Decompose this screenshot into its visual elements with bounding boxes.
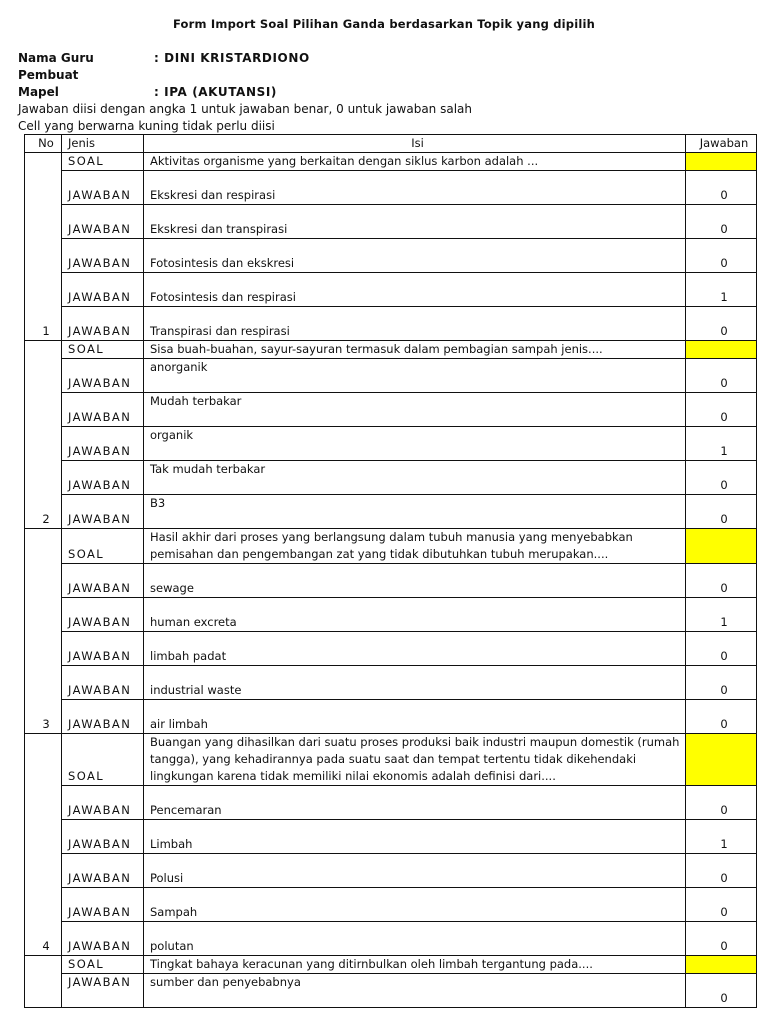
question-number: 2: [25, 341, 62, 529]
instruction-note-2: Cell yang berwarna kuning tidak perlu diisi: [18, 119, 275, 133]
answer-option-text: human excreta: [144, 598, 686, 632]
answer-option-text: Ekskresi dan respirasi: [144, 171, 686, 205]
question-table: [24, 134, 757, 1008]
answer-option-text: sumber dan penyebabnya: [144, 974, 686, 1008]
answer-option-text: Transpirasi dan respirasi: [144, 307, 686, 341]
answer-option-text: Fotosintesis dan respirasi: [144, 273, 686, 307]
question-number: 3: [25, 529, 62, 734]
type-cell-jawaban: JAWABAN: [62, 888, 144, 922]
answer-row: [25, 632, 757, 666]
question-text: Tingkat bahaya keracunan yang ditirnbulkan oleh limbah tergantung pada....: [144, 956, 686, 974]
question-row: [25, 529, 757, 564]
answer-row: [25, 598, 757, 632]
type-cell-jawaban: JAWABAN: [62, 393, 144, 427]
answer-value-cell[interactable]: 1: [686, 273, 757, 307]
answer-value-cell[interactable]: 1: [686, 598, 757, 632]
answer-key-cell-disabled: [686, 956, 757, 974]
answer-row: [25, 307, 757, 341]
answer-value-cell[interactable]: 1: [686, 820, 757, 854]
answer-row: [25, 974, 757, 1008]
answer-option-text: industrial waste: [144, 666, 686, 700]
question-number: [25, 956, 62, 1008]
instruction-note-1: Jawaban diisi dengan angka 1 untuk jawaban benar, 0 untuk jawaban salah: [18, 102, 472, 116]
answer-row: [25, 393, 757, 427]
answer-row: [25, 239, 757, 273]
answer-value-cell[interactable]: 0: [686, 171, 757, 205]
subject-label: Mapel: [18, 85, 59, 99]
subject-row: [18, 84, 472, 101]
answer-row: [25, 820, 757, 854]
answer-value-cell[interactable]: 0: [686, 393, 757, 427]
answer-option-text: Sampah: [144, 888, 686, 922]
answer-row: [25, 171, 757, 205]
answer-row: [25, 700, 757, 734]
table-header-row: [25, 135, 757, 153]
teacher-row: [18, 50, 472, 84]
type-cell-soal: SOAL: [62, 956, 144, 974]
type-cell-jawaban: JAWABAN: [62, 632, 144, 666]
answer-option-text: Fotosintesis dan ekskresi: [144, 239, 686, 273]
answer-row: [25, 273, 757, 307]
header-jenis: Jenis: [62, 135, 144, 153]
answer-value-cell[interactable]: 0: [686, 495, 757, 529]
answer-row: [25, 359, 757, 393]
teacher-value: : DINI KRISTARDIONO: [154, 51, 310, 65]
answer-row: [25, 922, 757, 956]
answer-option-text: Polusi: [144, 854, 686, 888]
type-cell-jawaban: JAWABAN: [62, 307, 144, 341]
page-title: Form Import Soal Pilihan Ganda berdasarkan Topik yang dipilih: [172, 17, 596, 31]
answer-value-cell[interactable]: 0: [686, 888, 757, 922]
answer-key-cell-disabled: [686, 734, 757, 786]
answer-value-cell[interactable]: 0: [686, 239, 757, 273]
answer-value-cell[interactable]: 0: [686, 307, 757, 341]
answer-row: [25, 888, 757, 922]
answer-value-cell[interactable]: 0: [686, 854, 757, 888]
answer-row: [25, 205, 757, 239]
type-cell-jawaban: JAWABAN: [62, 922, 144, 956]
type-cell-jawaban: JAWABAN: [62, 359, 144, 393]
answer-option-text: Pencemaran: [144, 786, 686, 820]
answer-option-text: Ekskresi dan transpirasi: [144, 205, 686, 239]
question-text: Sisa buah-buahan, sayur-sayuran termasuk dalam pembagian sampah jenis....: [144, 341, 686, 359]
answer-row: [25, 666, 757, 700]
type-cell-jawaban: JAWABAN: [62, 820, 144, 854]
question-row: [25, 956, 757, 974]
answer-row: [25, 854, 757, 888]
question-text: Hasil akhir dari proses yang berlangsung dalam tubuh manusia yang menyebabkan pemisahan dan pengembangan zat yang tidak dibutuhkan tubuh merupakan....: [144, 529, 686, 564]
answer-row: [25, 461, 757, 495]
answer-key-cell-disabled: [686, 529, 757, 564]
type-cell-jawaban: JAWABAN: [62, 427, 144, 461]
type-cell-soal: SOAL: [62, 529, 144, 564]
answer-value-cell[interactable]: 0: [686, 700, 757, 734]
type-cell-jawaban: JAWABAN: [62, 854, 144, 888]
answer-option-text: polutan: [144, 922, 686, 956]
answer-value-cell[interactable]: 0: [686, 359, 757, 393]
answer-value-cell[interactable]: 0: [686, 974, 757, 1008]
type-cell-jawaban: JAWABAN: [62, 700, 144, 734]
type-cell-jawaban: JAWABAN: [62, 205, 144, 239]
type-cell-jawaban: JAWABAN: [62, 598, 144, 632]
question-row: [25, 734, 757, 786]
answer-row: [25, 427, 757, 461]
answer-value-cell[interactable]: 0: [686, 786, 757, 820]
answer-option-text: Mudah terbakar: [144, 393, 686, 427]
type-cell-jawaban: JAWABAN: [62, 461, 144, 495]
question-text: Aktivitas organisme yang berkaitan dengan siklus karbon adalah ...: [144, 153, 686, 171]
answer-key-cell-disabled: [686, 341, 757, 359]
type-cell-jawaban: JAWABAN: [62, 666, 144, 700]
answer-row: [25, 495, 757, 529]
form-meta: [18, 50, 472, 135]
type-cell-soal: SOAL: [62, 341, 144, 359]
answer-value-cell[interactable]: 1: [686, 427, 757, 461]
answer-value-cell[interactable]: 0: [686, 666, 757, 700]
answer-option-text: air limbah: [144, 700, 686, 734]
type-cell-jawaban: JAWABAN: [62, 786, 144, 820]
answer-row: [25, 786, 757, 820]
header-jawaban: Jawaban: [686, 135, 757, 153]
answer-value-cell[interactable]: 0: [686, 632, 757, 666]
answer-value-cell[interactable]: 0: [686, 205, 757, 239]
type-cell-soal: SOAL: [62, 153, 144, 171]
type-cell-jawaban: JAWABAN: [62, 273, 144, 307]
answer-row: [25, 564, 757, 598]
answer-value-cell[interactable]: 0: [686, 564, 757, 598]
answer-option-text: Limbah: [144, 820, 686, 854]
question-number: 1: [25, 153, 62, 341]
type-cell-jawaban: JAWABAN: [62, 974, 144, 1008]
question-row: [25, 153, 757, 171]
header-isi: Isi: [144, 135, 686, 153]
answer-option-text: Tak mudah terbakar: [144, 461, 686, 495]
answer-key-cell-disabled: [686, 153, 757, 171]
answer-value-cell[interactable]: 0: [686, 461, 757, 495]
header-no: No: [25, 135, 62, 153]
table-body: [25, 153, 757, 1008]
answer-option-text: sewage: [144, 564, 686, 598]
subject-value: : IPA (AKUTANSI): [154, 85, 277, 99]
type-cell-soal: SOAL: [62, 734, 144, 786]
type-cell-jawaban: JAWABAN: [62, 171, 144, 205]
type-cell-jawaban: JAWABAN: [62, 239, 144, 273]
teacher-label: Nama Guru Pembuat: [18, 51, 94, 82]
type-cell-jawaban: JAWABAN: [62, 564, 144, 598]
answer-option-text: organik: [144, 427, 686, 461]
question-text: Buangan yang dihasilkan dari suatu proses produksi baik industri maupun domestik (rumah tangga), yang kehadirannya pada suatu saat dan tempat tertentu tidak dikehendaki lingkungan karena tidak memiliki nilai ekonomis adalah definisi dari....: [144, 734, 686, 786]
answer-value-cell[interactable]: 0: [686, 922, 757, 956]
question-row: [25, 341, 757, 359]
type-cell-jawaban: JAWABAN: [62, 495, 144, 529]
answer-option-text: B3: [144, 495, 686, 529]
answer-option-text: anorganik: [144, 359, 686, 393]
question-number: 4: [25, 734, 62, 956]
answer-option-text: limbah padat: [144, 632, 686, 666]
